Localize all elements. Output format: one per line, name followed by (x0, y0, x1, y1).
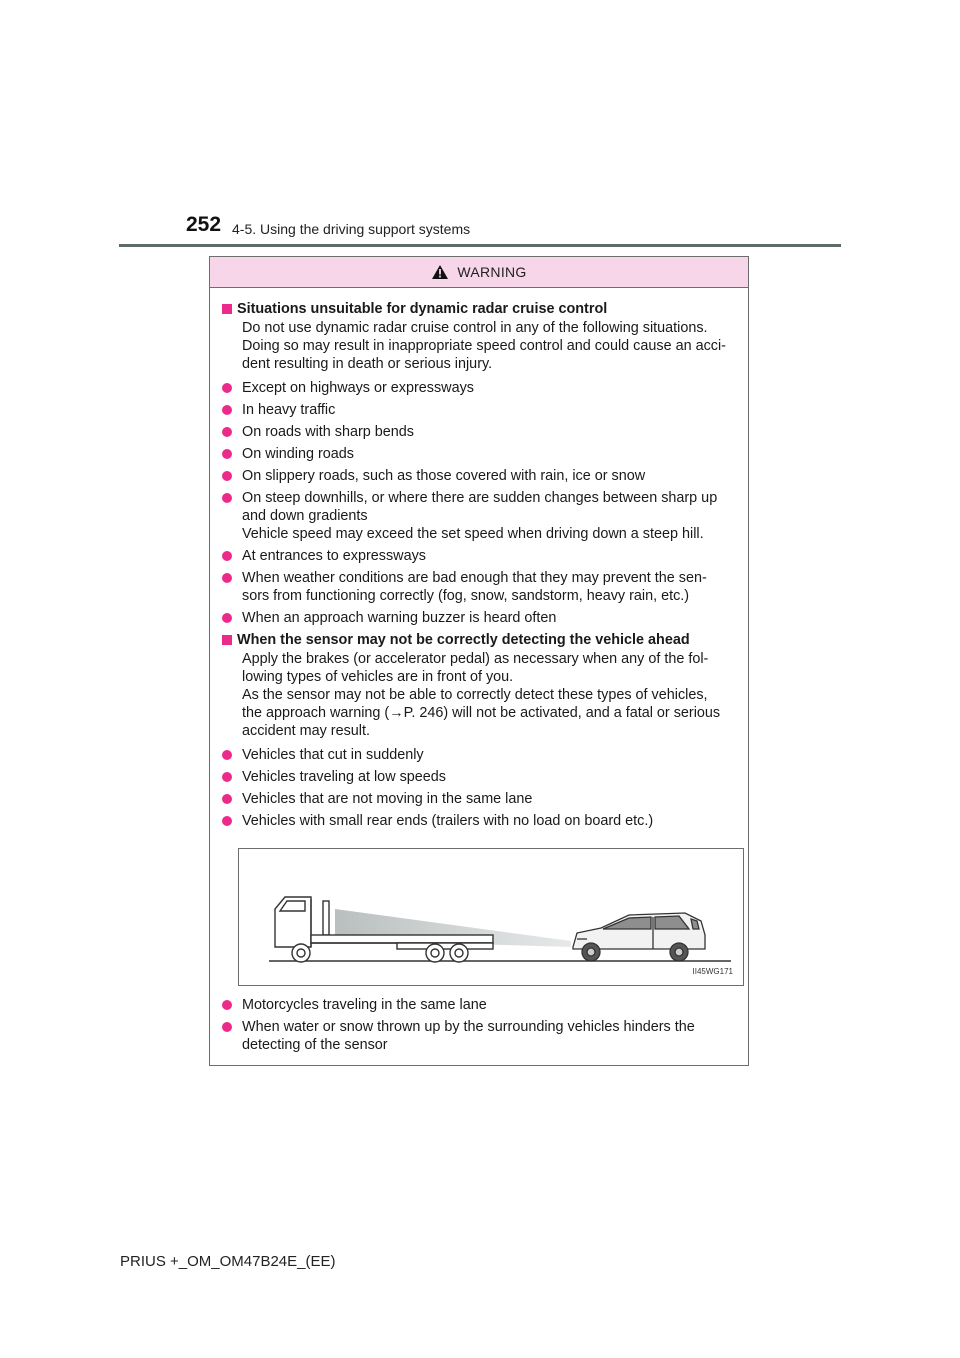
bullet-dot-icon (222, 1000, 232, 1010)
illustration-truck-and-car (238, 848, 744, 986)
bullet-dot-icon (222, 613, 232, 623)
bullet-dot-icon (222, 471, 232, 481)
list-item (222, 401, 740, 419)
warning-box (209, 256, 749, 1066)
list-item (222, 790, 740, 808)
list-item-text: When an approach warning buzzer is heard often (242, 610, 557, 626)
section-heading (222, 300, 740, 318)
list-item (222, 996, 740, 1014)
warning-triangle-icon (431, 264, 449, 280)
car-icon (573, 913, 705, 961)
bullet-dot-icon (222, 449, 232, 459)
list-item-text: Vehicles that are not moving in the same lane (242, 791, 533, 807)
header-divider (119, 244, 841, 247)
list-item (222, 569, 740, 605)
list-item-text: Vehicles with small rear ends (trailers with no load on board etc.) (242, 813, 654, 829)
section-heading-text: Situations unsuitable for dynamic radar cruise control (237, 301, 608, 317)
section-heading (222, 631, 740, 649)
bullet-dot-icon (222, 383, 232, 393)
list-item-text: Vehicles traveling at low speeds (242, 769, 446, 785)
list-item (222, 609, 740, 627)
list-item (222, 445, 740, 463)
list-item (222, 489, 740, 543)
list-item (222, 467, 740, 485)
section-heading-text: When the sensor may not be correctly detecting the vehicle ahead (237, 632, 690, 648)
page-number: 252 (186, 213, 222, 236)
truck-car-illustration (239, 849, 743, 985)
footer-doc-id: PRIUS +_OM_OM47B24E_(EE) (120, 1253, 336, 1270)
bullet-dot-icon (222, 493, 232, 503)
list-item-text: When water or snow thrown up by the surrounding vehicles hinders the detecting of the sensor (242, 1019, 695, 1053)
warning-body (210, 288, 748, 1054)
bullet-dot-icon (222, 772, 232, 782)
list-item-text: On steep downhills, or where there are sudden changes between sharp up and down gradients Vehicle speed may exceed the set speed when driving down a steep hill. (242, 490, 718, 542)
section-intro: Apply the brakes (or accelerator pedal) as necessary when any of the fol- lowing types of vehicles are in front of you. As the sensor may not be able to correctly detect these types of vehicles, the approach warning (→P. 246) will not be activated, and a fatal or serious accident may result. (242, 651, 721, 739)
section-intro: Do not use dynamic radar cruise control in any of the following situations. Doing so may result in inappropriate speed control and could cause an acci- dent resulting in death or serious injury. (242, 320, 726, 372)
list-item-text: At entrances to expressways (242, 548, 426, 564)
list-item (222, 768, 740, 786)
bullet-dot-icon (222, 1022, 232, 1032)
list-item (222, 379, 740, 397)
bullet-dot-icon (222, 816, 232, 826)
list-item-text: Except on highways or expressways (242, 380, 474, 396)
list-item (222, 547, 740, 565)
list-item-text: On slippery roads, such as those covered with rain, ice or snow (242, 468, 646, 484)
bullet-dot-icon (222, 573, 232, 583)
bullet-dot-icon (222, 794, 232, 804)
bullet-dot-icon (222, 405, 232, 415)
list-item-text: On winding roads (242, 446, 354, 462)
warning-title: WARNING (457, 264, 527, 280)
figure-id: II45WG171 (692, 967, 733, 976)
list-item-text: Motorcycles traveling in the same lane (242, 997, 487, 1013)
bullet-dot-icon (222, 750, 232, 760)
bullet-dot-icon (222, 427, 232, 437)
section-title: 4-5. Using the driving support systems (232, 221, 471, 237)
list-item (222, 423, 740, 441)
list-item (222, 812, 740, 830)
list-item-text: On roads with sharp bends (242, 424, 414, 440)
warning-header (210, 257, 748, 288)
bullet-dot-icon (222, 551, 232, 561)
list-item-text: Vehicles that cut in suddenly (242, 747, 424, 763)
list-item-text: When weather conditions are bad enough that they may prevent the sen- sors from functioning correctly (fog, snow, sandstorm, heavy rain, etc.) (242, 570, 707, 604)
list-item (222, 1018, 740, 1054)
square-bullet-icon (222, 635, 232, 645)
list-item (222, 746, 740, 764)
list-item-text: In heavy traffic (242, 402, 336, 418)
square-bullet-icon (222, 304, 232, 314)
